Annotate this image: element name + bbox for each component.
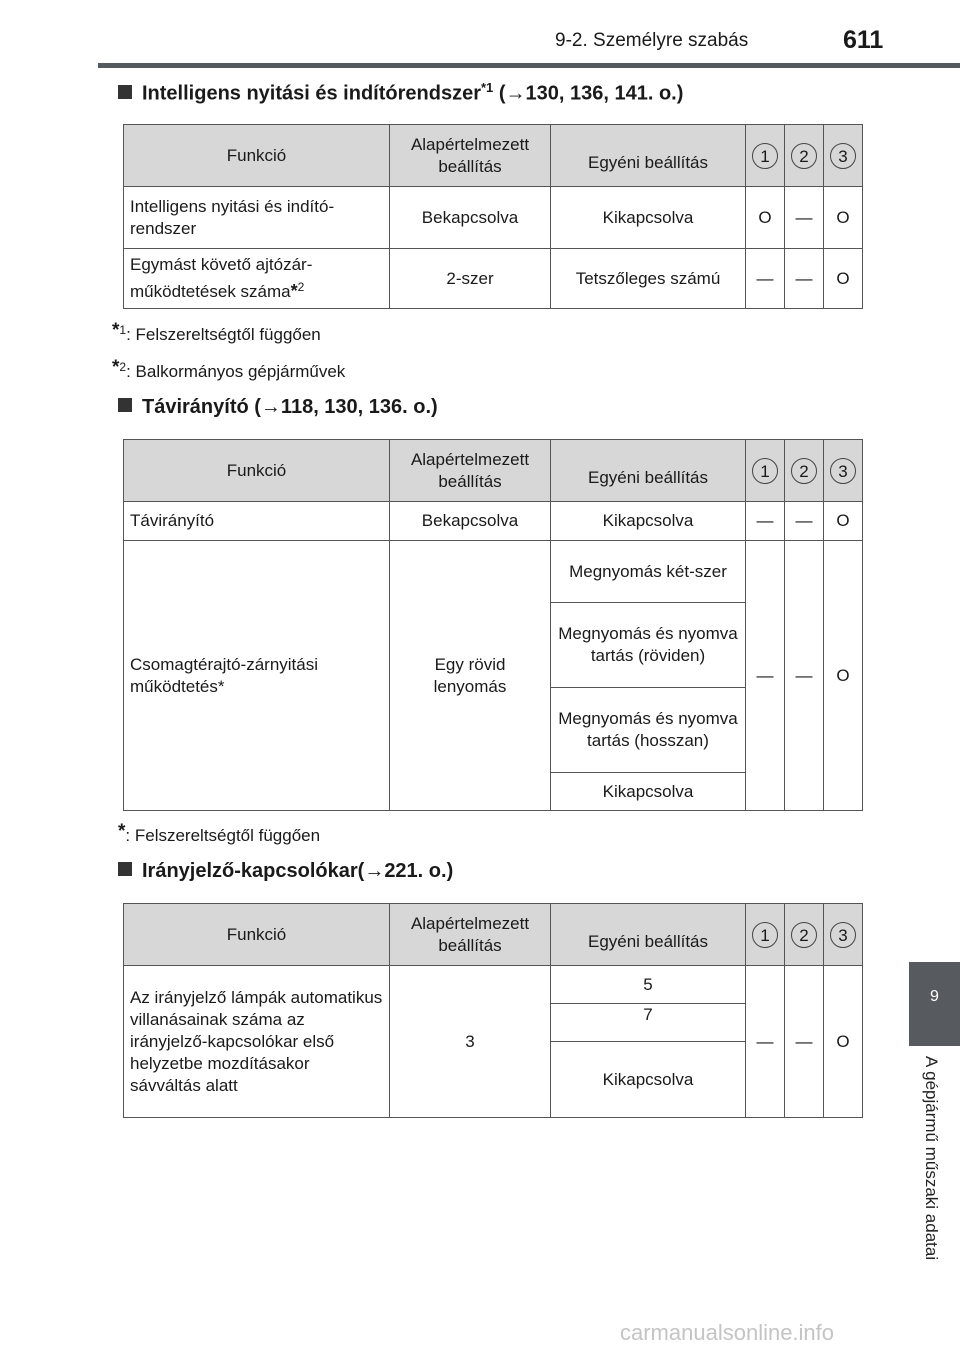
header-rule [98,63,960,68]
col-header-2 [785,904,824,966]
table-row [124,966,863,1004]
settings-table-smart-entry [123,124,863,309]
cell-option: Kikapcsolva [551,773,746,811]
cell-function: Csomagtérajtó-zárnyitási működtetés* [124,541,390,811]
cell-custom: Kikapcsolva [551,187,746,249]
cell-custom: Tetszőleges számú [551,249,746,309]
cell-default: 2-szer [390,249,551,309]
cell-c1: — [746,502,785,541]
chapter-tab [909,962,960,1046]
square-bullet-icon [118,862,132,876]
circle-2-icon: 2 [791,922,817,948]
col-header-function: Funkció [124,904,390,966]
cell-c3: O [824,541,863,811]
circle-3-icon: 3 [830,143,856,169]
col-header-3 [824,440,863,502]
cell-default: Egy rövid lenyomás [390,541,551,811]
footnote-remote: *: Felszereltségtől függően [118,821,321,845]
asterisk-mark: * [290,281,298,301]
col-header-1 [746,440,785,502]
col-header-function: Funkció [124,125,390,187]
circle-3-icon: 3 [830,922,856,948]
circle-1-icon: 1 [752,922,778,948]
chapter-label: A gépjármű műszaki adatai [922,1056,941,1261]
watermark: carmanualsonline.info [620,1320,835,1345]
cell-function: Az irányjelző lámpák automatikus villanásainak száma az irányjelző-kapcsolókar első helyzetbe mozdításakor sávváltás alatt [124,966,390,1118]
circle-3-icon: 3 [830,458,856,484]
circle-1-icon: 1 [752,143,778,169]
asterisk-mark: * [112,357,120,378]
cell-c3: O [824,249,863,309]
col-header-2 [785,440,824,502]
cell-c2: — [785,502,824,541]
cell-c2: — [785,966,824,1118]
col-header-custom: Egyéni beállítás [551,904,746,966]
cell-c2: — [785,541,824,811]
cell-c1: — [746,966,785,1118]
table-row [124,502,863,541]
circle-2-icon: 2 [791,458,817,484]
section-header-title: 9-2. Személyre szabás [555,30,749,51]
cell-c2: — [785,249,824,309]
col-header-2 [785,125,824,187]
circle-1-icon: 1 [752,458,778,484]
cell-default: Bekapcsolva [390,187,551,249]
cell-option: 7 [551,1004,746,1042]
circle-2-icon: 2 [791,143,817,169]
table-header-row [124,904,863,966]
section-heading-turn-signal: Irányjelző-kapcsolókar(→221. o.) [118,860,453,883]
cell-function: Egymást követő ajtózár-működtetések száma*$^2$ [124,249,390,309]
col-header-custom: Egyéni beállítás [551,125,746,187]
page-number: 611 [843,26,884,54]
asterisk-mark: * [118,821,126,842]
settings-table-turn-signal [123,903,863,1118]
cell-function: Távirányító [124,502,390,541]
col-header-1 [746,125,785,187]
footnote-2: *$^2$: Balkormányos gépjárművek [112,357,346,381]
chapter-number: 9 [930,988,939,1005]
col-header-function: Funkció [124,440,390,502]
cell-default: Bekapcsolva [390,502,551,541]
col-header-custom: Egyéni beállítás [551,440,746,502]
asterisk-mark: * [112,320,120,341]
table-row [124,541,863,603]
cell-c3: O [824,187,863,249]
table-row [124,249,863,309]
section-heading-remote: Távirányító (→118, 130, 136. o.) [118,396,438,419]
cell-option: Kikapcsolva [551,1042,746,1118]
cell-c1: — [746,249,785,309]
table-header-row [124,440,863,502]
cell-option: Megnyomás és nyomva tartás (röviden) [551,603,746,688]
section-heading-smart-entry: Intelligens nyitási és indítórendszer$^{*1}$ (→130, 136, 141. o.) [118,80,683,106]
table-header-row [124,125,863,187]
cell-function: Intelligens nyitási és indító-rendszer [124,187,390,249]
square-bullet-icon [118,398,132,412]
col-header-1 [746,904,785,966]
cell-c2: — [785,187,824,249]
cell-c3: O [824,502,863,541]
settings-table-remote [123,439,863,811]
cell-c1: — [746,541,785,811]
col-header-default: Alapértelmezett beállítás [390,904,551,966]
col-header-3 [824,125,863,187]
cell-default: 3 [390,966,551,1118]
cell-option: Megnyomás és nyomva tartás (hosszan) [551,688,746,773]
cell-c3: O [824,966,863,1118]
cell-option: 5 [551,966,746,1004]
cell-option: Megnyomás két-szer [551,541,746,603]
col-header-default: Alapértelmezett beállítás [390,440,551,502]
table-row [124,187,863,249]
cell-custom: Kikapcsolva [551,502,746,541]
square-bullet-icon [118,85,132,99]
col-header-3 [824,904,863,966]
footnote-1: *$^1$: Felszereltségtől függően [112,320,321,344]
col-header-default: Alapértelmezett beállítás [390,125,551,187]
cell-c1: O [746,187,785,249]
